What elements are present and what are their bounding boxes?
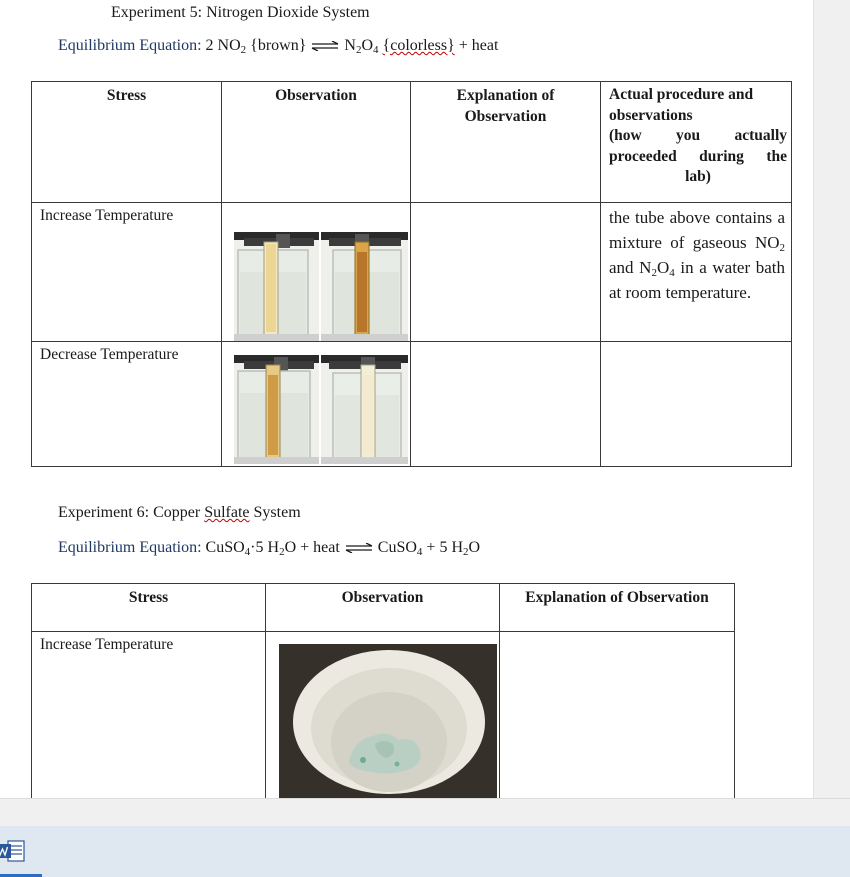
status-strip [0, 798, 850, 827]
experiment-6-equation: Equilibrium Equation: CuSO$_4$·5 $H_2O$ + heat CuSO$_4$ + 5 $H_2O$ [58, 539, 481, 558]
header-stress: Stress [106, 87, 147, 104]
taskbar-word-button[interactable] [0, 826, 42, 877]
header-explanation: Explanation of Observation [525, 589, 709, 606]
experiment-5-equation: Equilibrium Equation: 2 $NO_2$ {brown} $N_2O_4$ {colorless} + heat [58, 37, 499, 56]
actual-procedure-text: the tube above contains a mixture of gaseous $NO_2$ and $N_2O_4$ in a water bath at room temperature. [609, 208, 786, 302]
header-explanation: Explanation of Observation [456, 87, 555, 125]
beaker-photo-heated [321, 232, 408, 341]
table-header-row [32, 584, 735, 632]
experiment-6-title: Experiment 6: Copper Sulfate System [58, 504, 301, 521]
header-stress: Stress [128, 589, 169, 606]
equilibrium-arrow-icon [310, 41, 340, 51]
equilibrium-arrow-icon [344, 543, 374, 553]
stress-cell: Increase Temperature [40, 207, 174, 224]
beaker-photo-room-temp [234, 232, 319, 341]
header-actual-procedure: Actual procedure and observations (how you actually proceeded during the lab) [609, 86, 787, 185]
table-row [32, 342, 792, 467]
table-header-row [32, 82, 792, 203]
explanation-cell[interactable] [500, 632, 735, 799]
vertical-scrollbar[interactable] [813, 0, 850, 798]
explanation-cell[interactable] [411, 203, 601, 342]
taskbar [0, 826, 850, 877]
stress-cell: Decrease Temperature [40, 346, 179, 363]
header-observation: Observation [275, 87, 357, 104]
header-observation: Observation [341, 589, 424, 606]
experiment-5-title: Experiment 5: Nitrogen Dioxide System [111, 4, 370, 21]
actual-procedure-cell[interactable] [601, 342, 792, 467]
beaker-photo-cooled [321, 355, 408, 464]
table-row [32, 203, 792, 342]
stress-cell: Increase Temperature [40, 636, 174, 653]
spellcheck-word[interactable]: Sulfate [204, 504, 250, 521]
experiment-5-table [31, 81, 792, 467]
spellcheck-word[interactable]: {colorless} [382, 37, 455, 54]
word-icon [0, 840, 26, 862]
copper-sulfate-photo [279, 644, 497, 798]
beaker-photo-room-temp-2 [234, 355, 319, 464]
explanation-cell[interactable] [411, 342, 601, 467]
